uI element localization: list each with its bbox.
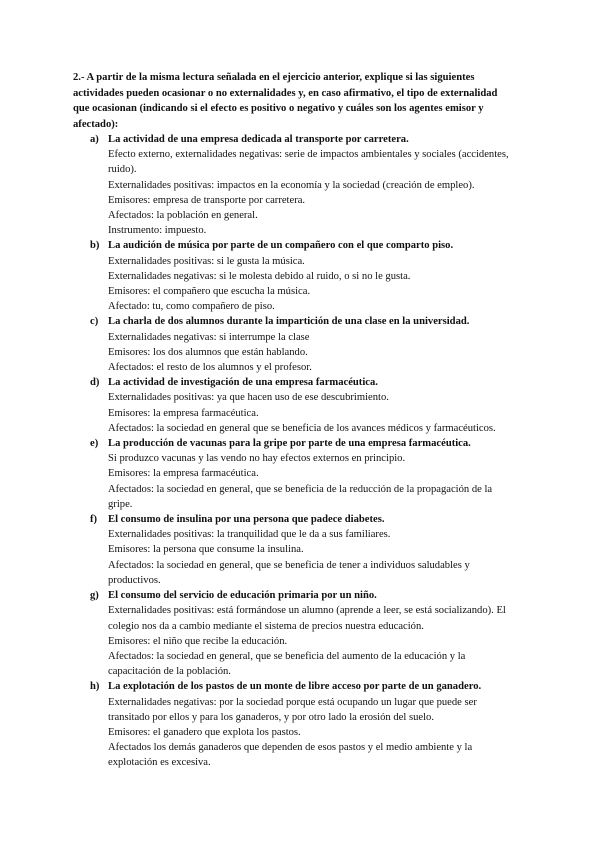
item-heading [73,436,513,451]
item-title: El consumo del servicio de educación primaria por un niño. [108,590,377,602]
item-letter: a) [90,134,99,145]
item-title: La actividad de investigación de una empresa farmacéutica. [108,377,378,389]
item-line: Emisores: el compañero que escucha la música. [108,286,311,298]
document-content [73,70,513,771]
item-title: El consumo de insulina por una persona que padece diabetes. [108,514,385,526]
item-line: Afectados: la sociedad en general que se beneficia de los avances médicos y farmacéuticos. [108,422,496,434]
item-letter: e) [90,438,99,450]
list-item [73,238,513,314]
list-item [73,679,513,770]
item-line: Afectados: la sociedad en general, que se beneficia de tener a individuos saludables y productivos. [108,559,470,586]
item-letter: g) [90,590,99,602]
item-title: La producción de vacunas para la gripe por parte de una empresa farmacéutica. [108,438,471,450]
list-item [73,436,513,512]
item-body [73,451,513,512]
item-line: Externalidades positivas: la tranquilidad que le da a sus familiares. [108,529,391,541]
item-letter: h) [90,681,100,693]
item-line: Externalidades positivas: impactos en la economía y la sociedad (creación de empleo). [108,179,475,191]
list-item [73,132,513,238]
item-body [73,330,513,376]
item-title: La charla de dos alumnos durante la impartición de una clase en la universidad. [108,316,470,328]
item-line: Afectados los demás ganaderos que dependen de esos pastos y el medio ambiente y la explotación es excesiva. [108,742,473,769]
item-line: Externalidades negativas: si le molesta debido al ruido, o si no le gusta. [108,270,411,282]
item-line: Efecto externo, externalidades negativas: serie de impactos ambientales y sociales (accidentes, ruido). [108,149,509,176]
item-line: Si produzco vacunas y las vendo no hay efectos externos en principio. [108,453,406,465]
item-heading [73,375,513,390]
item-letter: c) [90,316,99,328]
list-item [73,512,513,588]
item-body [73,527,513,588]
item-line: Instrumento: impuesto. [108,225,207,237]
item-line: Emisores: la persona que consume la insulina. [108,544,304,556]
item-letter: d) [90,377,100,389]
item-heading [73,588,513,603]
item-body [73,147,513,238]
item-line: Externalidades negativas: por la sociedad porque está ocupando un lugar que puede ser transitado por ellos y para los ganaderos, y por otro lado la erosión del suelo. [108,696,477,723]
item-heading [73,679,513,694]
item-body [73,603,513,679]
item-title: La actividad de una empresa dedicada al transporte por carretera. [108,134,409,145]
item-line: Emisores: empresa de transporte por carretera. [108,194,306,206]
list-item [73,314,513,375]
item-heading [73,132,513,147]
item-line: Afectados: la sociedad en general, que se beneficia de la reducción de la propagación de la gripe. [108,483,493,510]
item-line: Afectados: el resto de los alumnos y el profesor. [108,362,312,374]
item-line: Emisores: la empresa farmacéutica. [108,407,259,419]
item-heading [73,314,513,329]
item-body [73,254,513,315]
item-heading [73,238,513,253]
item-line: Externalidades negativas: si interrumpe la clase [108,331,310,343]
item-line: Externalidades positivas: ya que hacen uso de ese descubrimiento. [108,392,389,404]
list-item [73,375,513,436]
item-body [73,695,513,771]
item-body [73,390,513,436]
item-line: Emisores: la empresa farmacéutica. [108,468,259,480]
item-title: La explotación de los pastos de un monte de libre acceso por parte de un ganadero. [108,681,482,693]
item-line: Emisores: el niño que recibe la educación. [108,635,288,647]
exercise-statement: 2.- A partir de la misma lectura señalada en el ejercicio anterior, explique si las siguientes actividades pueden ocasionar o no externalidades y, en caso afirmativo, el tipo de externalidad que ocasionan (indicando si el efecto es positivo o negativo y cuáles son los agentes emisor y afectado): [73,72,498,130]
item-title: La audición de música por parte de un compañero con el que comparto piso. [108,240,454,252]
item-line: Afectado: tu, como compañero de piso. [108,301,275,313]
item-letter: f) [90,514,98,526]
item-letter: b) [90,240,100,252]
item-line: Externalidades positivas: está formándose un alumno (aprende a leer, se está socializando). El colegio nos da a cambio mediante el sistema de precios nuestra educación. [108,605,506,632]
item-heading [73,512,513,527]
item-line: Afectados: la población en general. [108,210,258,222]
item-line: Emisores: los dos alumnos que están hablando. [108,346,308,358]
list-item [73,588,513,679]
item-line: Afectados: la sociedad en general, que se beneficia del aumento de la educación y la capacitación de la población. [108,650,466,678]
item-line: Externalidades positivas: si le gusta la música. [108,255,305,267]
item-line: Emisores: el ganadero que explota los pastos. [108,726,301,738]
